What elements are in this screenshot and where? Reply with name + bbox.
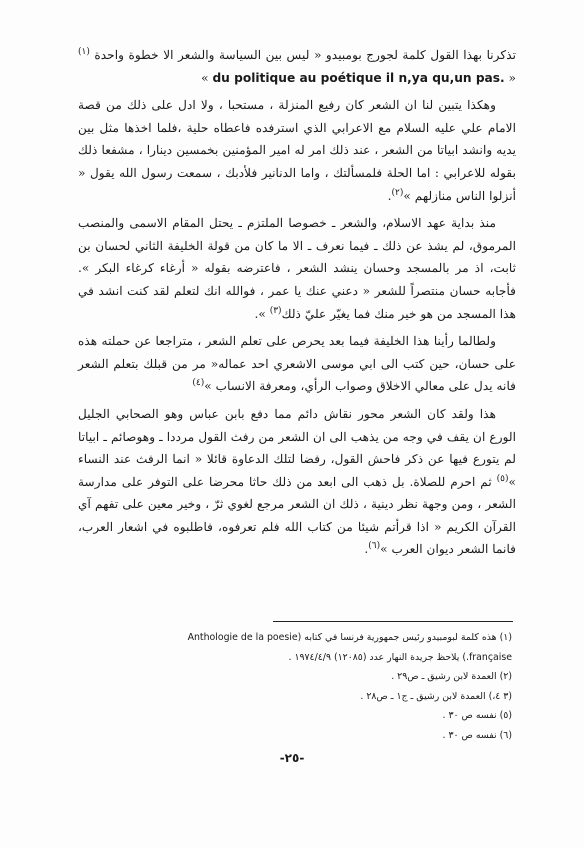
paragraph-4 (78, 330, 516, 398)
footnotes (150, 628, 512, 746)
paragraph-3 (78, 212, 516, 325)
paragraph-3-text: منذ بداية عهد الاسلام، والشعر ـ خصوصا الملتزم ـ يحتل المقام الاسمى والمنصب المرموق، لم يشذ عن ذلك ـ فيما نعرف ـ الا ما كان من قولة الخليفة الثاني لحسان بن ثابت، اذ مر بالمسجد وحسان ينشد الشعر ، فاعترضه بقوله « أرغاء كرغاء البكر ». فأجابه حسان منتصراً للشعر « دعني عنك يا عمر ، فوالله انك لتعلم لقد كنت انشد في هذا المسجد من هو خير منك فما يغيّر عليّ ذلك (78, 216, 516, 321)
page-number: -٢٥- (279, 751, 305, 765)
paragraph-3-tail: ». (254, 306, 270, 321)
body-text (78, 44, 516, 561)
footnote-number: (٥) (499, 710, 512, 722)
paragraph-4-text: ولطالما رأينا هذا الخليفة فيما بعد يحرص على تعلم الشعر ، متراجعا عن حملته هذه على حسان، حين كتب الى ابي موسى الاشعري احد عماله« مر من قبلك بتعلم الشعر فانه يدل على معالي الاخلاق وصواب الرأي، ومعرفة الانساب » (78, 334, 516, 394)
footnote-3-4 (150, 687, 512, 707)
footnote-text: نفسه ص ٣٠ . (442, 729, 497, 741)
paragraph-1-text: تذكرنا بهذا القول كلمة لجورج بومبيدو « ليس بين السياسة والشعر الا خطوة واحدة (89, 48, 516, 62)
footnote-number: (٣ ٤،) (488, 690, 512, 702)
footnote-separator (273, 621, 513, 622)
footnote-number: (٦) (499, 729, 512, 741)
paragraph-5 (78, 403, 516, 561)
paragraph-2-text: وهكذا يتبين لنا ان الشعر كان رفيع المنزلة ، مستحبا ، ولا ادل على ذلك من قصة الامام علي عليه السلام مع الاعرابي الذي استرفده فاعطاه حلية ،فلما اخذها مثل بين يديه وانشد ابياتا من الشعر ، عند ذلك امر له امير المؤمنين بخمسين دينارا ، مشفعا ذلك بقوله للاعرابي : اما الحلة فلمسألتك ، واما الدنانير فلأدبك ، سمعت رسول الله يقول « أنزلوا الناس منازلهم » (78, 98, 516, 203)
paragraph-2-tail: . (387, 188, 392, 203)
footnote-mark-5: (٥) (496, 473, 509, 484)
footnote-number: (٢) (499, 671, 512, 683)
footnote-text: هذه كلمة لبومبيدو رئيس جمهورية فرنسا في كتابه (Anthologie de la poesie française.) يلاحظ جريدة النهار عدد (١٢٠٨٥) ١٩٧٤/٤/٩ . (187, 632, 512, 663)
paragraph-2 (78, 94, 516, 207)
footnote-number: (١) (499, 632, 512, 643)
footnote-mark-6: (٦) (368, 541, 381, 552)
paragraph-5-middle: ثم احرم للصلاة. بل ذهب الى ابعد من ذلك حاثا محرضا على التوفر على مدارسة الشعر ، ومن وجهة نظر دينية ، ذلك ان الشعر مرجع لغوي ثرّ ، وخير معين على تفهم آي القرآن الكريم « اذا قرأتم شيئا من كتاب الله فلم تعرفوه، فاطلبوه في اشعار العرب، فانما الشعر ديوان العرب » (78, 474, 516, 557)
footnote-text: العمدة لابن رشيق ـ ج١ ـ ص٢٨ . (360, 690, 486, 702)
footnote-5 (150, 706, 512, 726)
footnote-mark-1: (١) (78, 46, 90, 57)
footnote-6 (150, 726, 512, 746)
footnote-text: نفسه ص ٣٠ . (442, 710, 497, 722)
paragraph-1-quote-open: « (504, 70, 516, 85)
french-quote: du politique au poétique il n,ya qu,un pas. (212, 70, 505, 85)
paragraph-5-text: هذا ولقد كان الشعر محور نقاش دائم مما دفع بابن عباس وهو الصحابي الجليل الورع ان يقف في وجه من يذهب الى ان الشعر من رفث القول مرددا ـ وهوصائم ـ ابياتا لم يتورع فيها عن ذكر فاحش القول، رفضا لتلك الدعاوة قائلا « انما الرفث عند النساء » (78, 406, 516, 489)
paragraph-1 (78, 44, 516, 89)
footnote-mark-3: (٣) (269, 305, 282, 316)
footnote-text: العمدة لابن رشيق ـ ص٢٩ . (391, 671, 497, 683)
paragraph-1-quote-close: » (201, 70, 213, 85)
paragraph-5-tail: . (364, 542, 369, 557)
footnote-mark-2: (٢) (391, 187, 404, 198)
footnote-mark-4: (٤) (192, 378, 205, 389)
footnote-1 (150, 628, 512, 667)
footnote-2 (150, 667, 512, 687)
